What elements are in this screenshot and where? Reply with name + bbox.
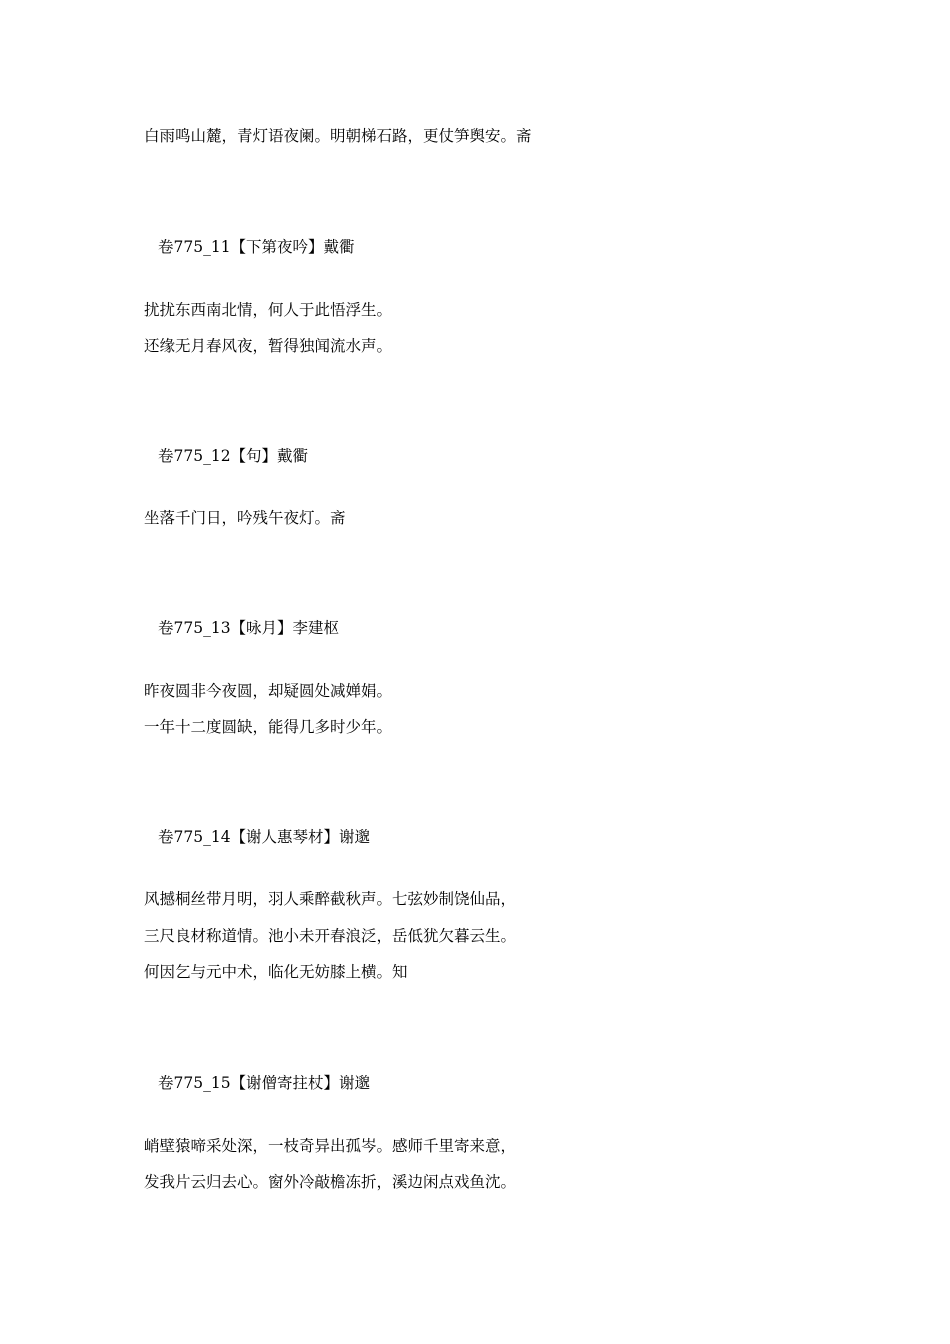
poem-line: 风撼桐丝带月明，羽人乘醉截秋声。七弦妙制饶仙品，	[144, 890, 517, 908]
poem-line: 坐落千门日，吟残午夜灯。斋	[144, 509, 346, 527]
poem-line: 白雨鸣山麓，青灯语夜阑。明朝梯石路，更仗笋舆安。斋	[144, 127, 532, 145]
poem-line: 扰扰东西南北情，何人于此悟浮生。	[144, 301, 393, 319]
poem-heading: 卷775_12【句】戴衢	[158, 447, 309, 465]
poem-line: 三尺良材称道情。池小未开春浪泛，岳低犹欠暮云生。	[144, 927, 517, 945]
poem-line: 一年十二度圆缺，能得几多时少年。	[144, 718, 393, 736]
poem-heading: 卷775_11【下第夜吟】戴衢	[158, 238, 355, 256]
poem-line: 发我片云归去心。窗外冷敲檐冻折，溪边闲点戏鱼沈。	[144, 1173, 517, 1191]
poem-heading: 卷775_13【咏月】李建枢	[158, 619, 340, 637]
poem-line: 昨夜圆非今夜圆，却疑圆处减婵娟。	[144, 682, 393, 700]
poem-line: 何因乞与元中术，临化无妨膝上横。知	[144, 963, 408, 981]
poem-line: 还缘无月春风夜，暂得独闻流水声。	[144, 337, 393, 355]
poem-heading: 卷775_14【谢人惠琴材】谢邈	[158, 828, 371, 846]
poem-line: 峭壁猿啼采处深，一枝奇异出孤岑。感师千里寄来意，	[144, 1137, 517, 1155]
poem-heading: 卷775_15【谢僧寄拄杖】谢邈	[158, 1074, 371, 1092]
